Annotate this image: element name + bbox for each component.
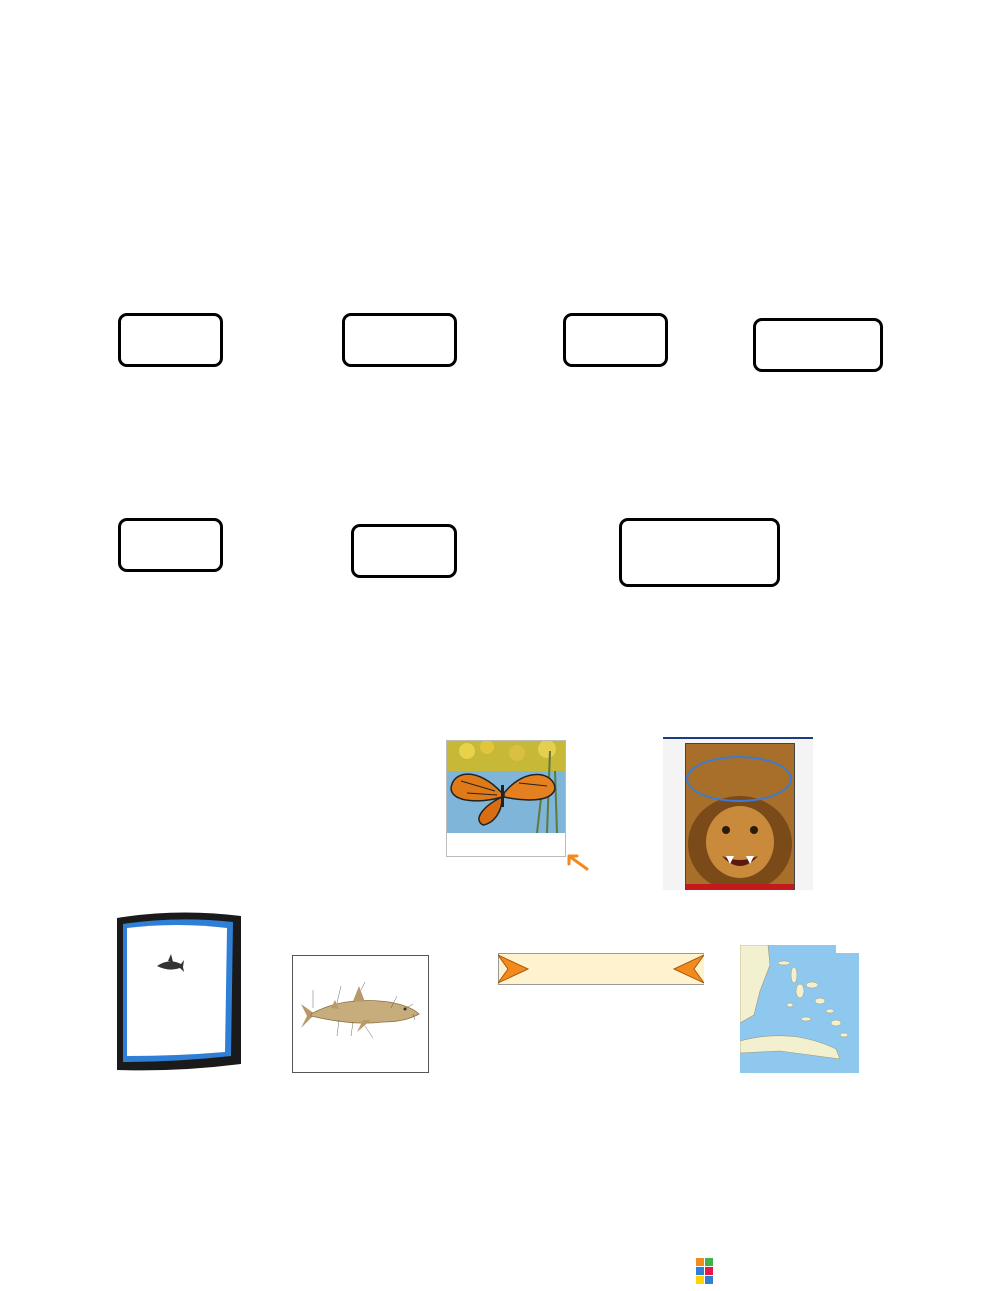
butterfly-photo [447, 741, 565, 833]
drop-box-glossary[interactable] [342, 313, 457, 367]
toc-picture-card[interactable] [117, 912, 241, 1072]
drop-box-title[interactable] [563, 313, 668, 367]
map-image [740, 945, 859, 1073]
drop-box-caption[interactable] [351, 524, 457, 578]
glossary-list [118, 770, 336, 772]
liveworksheets-logo-icon [696, 1258, 722, 1284]
diagram-picture-card[interactable] [292, 955, 429, 1073]
arrow-icon [563, 850, 591, 872]
drop-box-heading[interactable] [118, 518, 223, 572]
map-picture-card[interactable] [740, 945, 859, 1073]
shark-icon [155, 952, 185, 974]
book-cover [685, 743, 795, 890]
right-arrow-icon [664, 951, 704, 987]
left-vine-border [44, 0, 68, 1291]
shark-diagram-icon [293, 956, 429, 1073]
heading-picture-card[interactable] [498, 947, 704, 1065]
liveworksheets-brand [696, 1256, 724, 1286]
top-vine-border [0, 40, 1000, 64]
right-vine-border [930, 0, 954, 1291]
caption-picture-card[interactable] [446, 740, 566, 857]
book-frame-icon [117, 912, 241, 1072]
drop-box-diagram[interactable] [753, 318, 883, 372]
book-title [686, 756, 792, 802]
left-arrow-icon [498, 951, 538, 987]
bottom-vine-border [0, 1222, 1000, 1246]
title-picture-card[interactable] [663, 737, 813, 890]
drop-box-table-of-contents[interactable] [619, 518, 780, 587]
glossary-picture-card[interactable] [118, 770, 336, 878]
drop-box-map[interactable] [118, 313, 223, 367]
